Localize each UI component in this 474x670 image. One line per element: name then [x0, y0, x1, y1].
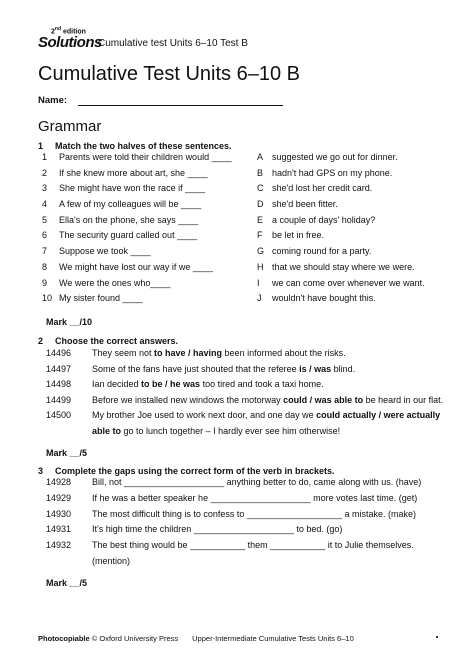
logo-name: Solutions	[38, 34, 102, 51]
page-title: Cumulative Test Units 6–10 B	[38, 63, 300, 85]
list-item: 5 Ella's on the phone, she says ____ E a couple of days' holiday?	[42, 214, 376, 225]
exercise-1-title: 1 Match the two halves of these sentences.	[38, 141, 232, 151]
footer-dot	[436, 636, 438, 638]
list-item: 14497 Some of the fans have just shouted that the referee is / was blind.	[46, 363, 356, 374]
name-line[interactable]	[78, 105, 283, 106]
list-item: 7 Suppose we took ____ G coming round for a party.	[42, 246, 372, 257]
list-item: 1 Parents were told their children would ____ A suggested we go out for dinner.	[42, 152, 398, 162]
answer-choice[interactable]: is / was	[299, 363, 332, 374]
exercise-2-mark: Mark __/5	[46, 448, 88, 458]
footer-course: Upper-Intermediate Cumulative Tests Units 6–10	[192, 634, 354, 643]
list-item: 14496 They seem not to have / having been informed about the risks.	[46, 348, 346, 358]
list-item: 10 My sister found ____ J wouldn't have bought this.	[42, 293, 376, 304]
page-footer	[38, 634, 354, 643]
list-item: 14928 Bill, not ____________________ anything better to do, came along with us. (have)	[46, 477, 422, 487]
list-item: 6 The security guard called out ____ F be let in free.	[42, 230, 325, 241]
name-field[interactable]	[38, 95, 67, 106]
page-header	[38, 26, 458, 56]
list-item: 2 If she knew more about art, she ____ B hadn't had GPS on my phone.	[42, 167, 393, 178]
header-text: Cumulative test Units 6–10 Test B	[98, 38, 248, 49]
name-label: Name:	[38, 95, 68, 106]
solutions-logo	[38, 26, 102, 52]
list-item: 4 A few of my colleagues will be ____ D she'd been fitter.	[42, 199, 338, 210]
answer-choice[interactable]: to have / having	[154, 348, 223, 358]
exercise-3-list	[46, 475, 446, 570]
list-item: 14499 Before we installed new windows the motorway could / was able to be heard in our flat.	[46, 394, 444, 405]
logo-edition: 2nd edition	[51, 26, 86, 36]
footer-copyright: © Oxford University Press	[89, 634, 179, 643]
list-item: 14932 The best thing would be ___________ them ___________ it to Julie themselves. (mention)	[46, 540, 414, 566]
section-heading: Grammar	[38, 118, 102, 135]
list-item: 14500 My brother Joe used to work next door, and one day we could actually / were actually able to go to lunch together – I hardly ever see him otherwise!	[46, 410, 441, 436]
exercise-2-list	[46, 346, 446, 439]
list-item: 14929 If he was a better speaker he ____________________ more votes last time. (get)	[46, 492, 418, 503]
answer-choice[interactable]: could / was able to	[283, 394, 364, 405]
answer-choice[interactable]: to be / he was	[141, 379, 201, 389]
list-item: 14498 Ian decided to be / he was too tired and took a taxi home.	[46, 379, 324, 389]
list-item: 14930 The most difficult thing is to confess to ___________________ a mistake. (make)	[46, 508, 417, 519]
exercise-1-list	[42, 152, 452, 309]
list-item: 9 We were the ones who____ I we can come over whenever we want.	[42, 277, 425, 288]
exercise-1-mark: Mark __/10	[46, 317, 93, 327]
exercise-3-mark: Mark __/5	[46, 578, 88, 588]
list-item: 3 She might have won the race if ____ C she'd lost her credit card.	[42, 183, 373, 194]
exercise-2-title: 2 Choose the correct answers.	[38, 336, 179, 346]
list-item: 14931 It's high time the children ____________________ to bed. (go)	[46, 524, 343, 535]
answer-choice[interactable]: could actually / were actually able to	[92, 410, 441, 436]
footer-photocopiable: Photocopiable	[38, 634, 90, 643]
exercise-3-title: 3 Complete the gaps using the correct form of the verb in brackets.	[38, 466, 335, 476]
list-item: 8 We might have lost our way if we ____ H that we should stay where we were.	[42, 261, 415, 272]
